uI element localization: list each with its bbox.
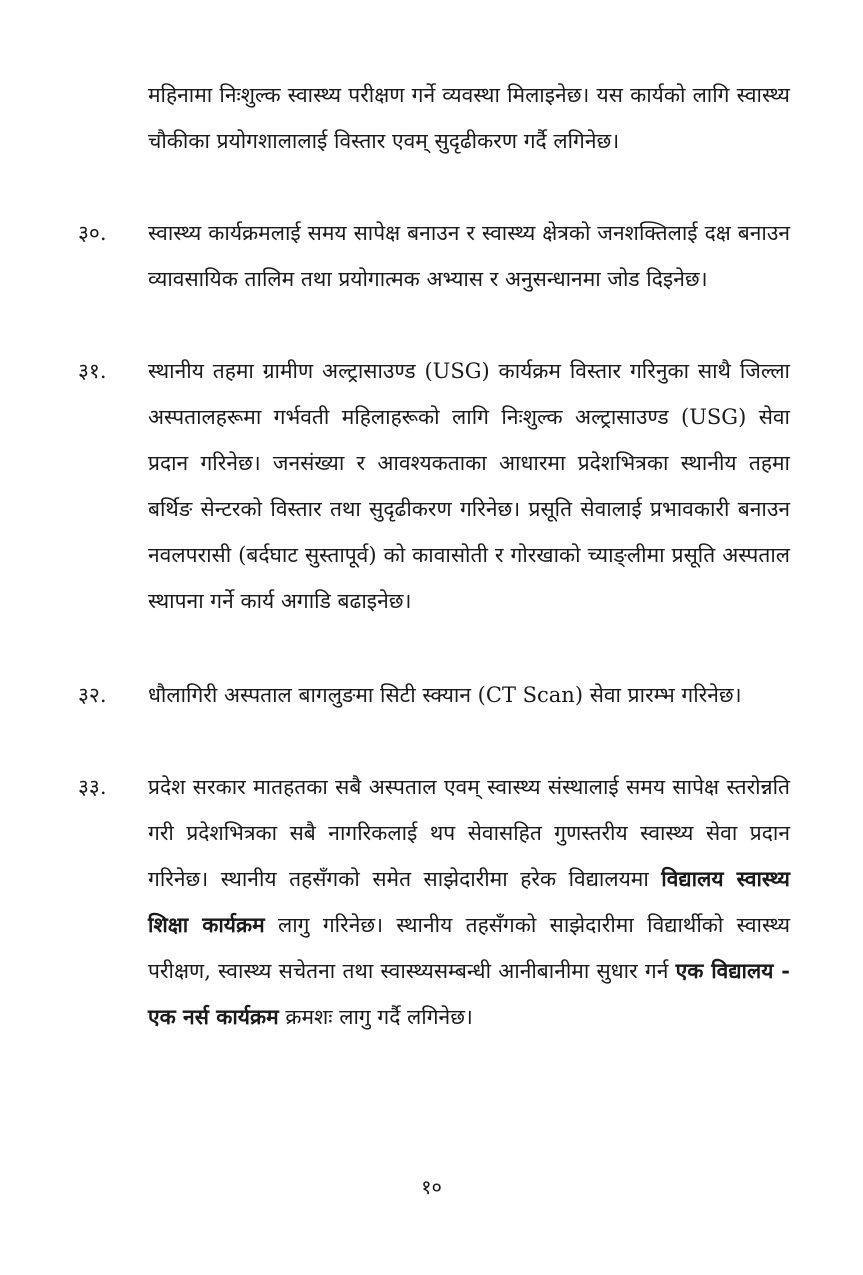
item-33-text-part3: क्रमशः लागु गर्दै लगिनेछ। <box>285 1005 473 1029</box>
item-33-bold-program-2: एक विद्यालय - एक नर्स कार्यक्रम <box>148 958 790 1029</box>
page-number: १० <box>421 1175 442 1199</box>
item-number-31: ३१. <box>78 359 107 383</box>
item-paragraph-33 <box>148 764 790 1040</box>
intro-paragraph: महिनामा निःशुल्क स्वास्थ्य परीक्षण गर्ने व्यवस्था मिलाइनेछ। यस कार्यको लागि स्वास्थ्य चौकीका प्रयोगशालालाई विस्तार एवम् सुदृढीकरण गर्दै लगिनेछ। <box>148 83 790 153</box>
item-33-bold-program-1: विद्यालय स्वास्थ्य शिक्षा कार्यक्रम <box>148 866 790 937</box>
item-paragraph-31: स्थानीय तहमा ग्रामीण अल्ट्रासाउण्ड (USG) कार्यक्रम विस्तार गरिनुका साथै जिल्ला अस्पतालहरूमा गर्भवती महिलाहरूको लागि निःशुल्क अल्ट्रासाउण्ड (USG) सेवा प्रदान गरिनेछ। जनसंख्या र आवश्यकताका आधारमा प्रदेशभित्रका स्थानीय तहमा बर्थिङ सेन्टरको विस्तार तथा सुदृढीकरण गरिनेछ। प्रसूति सेवालाई प्रभावकारी बनाउन नवलपरासी (बर्दघाट सुस्तापूर्व) को कावासोती र गोरखाको च्याङ्लीमा प्रसूति अस्पताल स्थापना गर्ने कार्य अगाडि बढाइनेछ। <box>148 359 790 613</box>
item-paragraph-32: धौलागिरी अस्पताल बागलुङमा सिटी स्क्यान (CT Scan) सेवा प्रारम्भ गरिनेछ। <box>148 683 742 707</box>
item-33-text-part1: प्रदेश सरकार मातहतका सबै अस्पताल एवम् स्वास्थ्य संस्थालाई समय सापेक्ष स्तरोन्नति गरी प्रदेशभित्रका सबै नागरिकलाई थप सेवासहित गुणस्तरीय स्वास्थ्य सेवा प्रदान गरिनेछ। स्थानीय तहसँगको समेत साझेदारीमा हरेक विद्यालयमा <box>148 775 790 891</box>
item-paragraph-30: स्वास्थ्य कार्यक्रमलाई समय सापेक्ष बनाउन र स्वास्थ्य क्षेत्रको जनशक्तिलाई दक्ष बनाउन व्यावसायिक तालिम तथा प्रयोगात्मक अभ्यास र अनुसन्धानमा जोड दिइनेछ। <box>148 221 790 291</box>
item-number-32: ३२. <box>78 683 107 707</box>
item-33-text-part2: लागु गरिनेछ। स्थानीय तहसँगको साझेदारीमा विद्यार्थीको स्वास्थ्य परीक्षण, स्वास्थ्य सचेतना तथा स्वास्थ्यसम्बन्धी आनीबानीमा सुधार गर्न <box>148 913 790 983</box>
item-number-33: ३३. <box>78 775 107 799</box>
item-number-30: ३०. <box>78 221 107 245</box>
